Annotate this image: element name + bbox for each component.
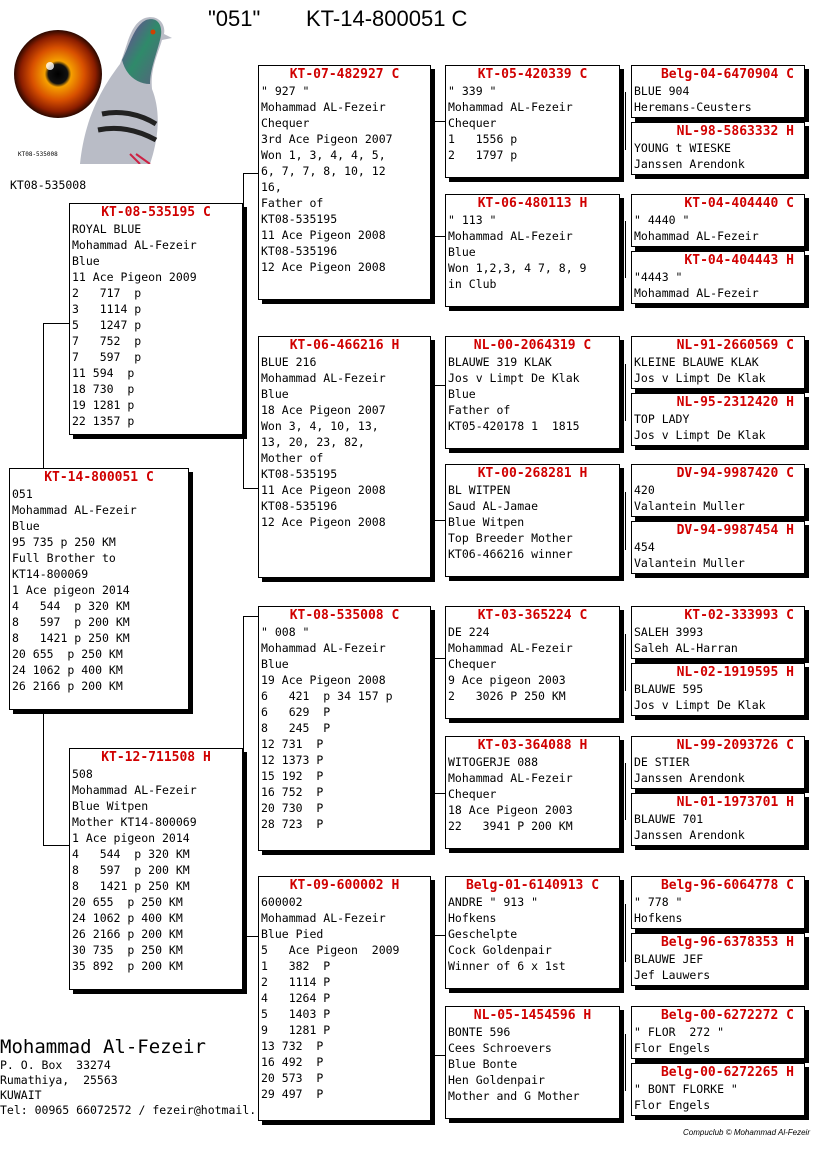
gen4-card[interactable] xyxy=(631,521,805,574)
connector xyxy=(432,520,445,521)
detail-line: Valantein Muller xyxy=(634,556,745,570)
detail-line: Jos v Limpt De Klak xyxy=(634,371,766,385)
ring-number: KT-00-268281 H xyxy=(477,466,588,481)
detail-line: 2 1114 P xyxy=(261,975,331,989)
detail-line: 18 730 p xyxy=(72,382,135,396)
ring-number: NL-91-2660569 C xyxy=(676,338,794,353)
detail-line: Geschelpte xyxy=(448,927,518,941)
detail-line: 5 1403 P xyxy=(261,1007,331,1021)
dam-ring: KT-12-711508 H xyxy=(101,750,211,765)
detail-line: 8 1421 p 250 KM xyxy=(72,879,190,893)
detail-line: 26 2166 p 200 KM xyxy=(12,679,123,693)
detail-line: 22 3941 P 200 KM xyxy=(448,819,573,833)
detail-line: 2 3026 P 250 KM xyxy=(448,689,566,703)
detail-line: 600002 xyxy=(261,895,303,909)
connector xyxy=(625,92,626,150)
detail-line: Blue Witpen xyxy=(448,515,525,529)
connector xyxy=(43,845,70,846)
pigeon-eye-illustration xyxy=(10,14,175,164)
detail-line: 22 1357 p xyxy=(72,414,135,428)
detail-line: KT08-535196 xyxy=(261,244,338,258)
detail-line: 19 Ace Pigeon 2008 xyxy=(261,673,386,687)
detail-line: Heremans-Ceusters xyxy=(634,100,752,114)
connector xyxy=(625,492,626,550)
subject-card[interactable] xyxy=(9,468,189,710)
detail-line: 4 1264 P xyxy=(261,991,331,1005)
detail-line: 20 655 p 250 KM xyxy=(12,647,123,661)
detail-line: KT08-535196 xyxy=(261,499,338,513)
detail-line: KT08-535195 xyxy=(261,212,338,226)
gen3-card[interactable] xyxy=(445,876,620,989)
connector xyxy=(432,121,433,236)
detail-line: Mother of xyxy=(261,451,324,465)
detail-line: YOUNG t WIESKE xyxy=(634,141,731,155)
detail-line: BONTE 596 xyxy=(448,1025,511,1039)
detail-line: 7 752 p xyxy=(72,334,142,348)
detail-line: 35 892 p 200 KM xyxy=(72,959,183,973)
ring-number: DV-94-9987420 C xyxy=(676,466,794,481)
detail-line: 2 717 p xyxy=(72,286,142,300)
detail-line: 20 573 P xyxy=(261,1071,324,1085)
detail-line: " BONT FLORKE " xyxy=(634,1082,738,1096)
photo-ring-text: KT08-535008 xyxy=(18,151,58,158)
owner-country: KUWAIT xyxy=(0,1088,42,1102)
detail-line: Blue xyxy=(12,519,40,533)
ring-number: KT-03-364088 H xyxy=(477,738,588,753)
detail-line: " 4440 " xyxy=(634,213,690,227)
grandsire-maternal-card[interactable] xyxy=(258,606,431,851)
detail-line: Blue xyxy=(261,657,289,671)
detail-line: 15 192 P xyxy=(261,769,324,783)
detail-line: Won 1,2,3, 4 7, 8, 9 xyxy=(448,261,587,275)
detail-line: 13, 20, 23, 82, xyxy=(261,435,365,449)
detail-line: Top Breeder Mother xyxy=(448,531,573,545)
owner-name: Mohammad Al-Fezeir xyxy=(0,1036,206,1058)
detail-line: 13 732 P xyxy=(261,1039,324,1053)
ring-number: KT-02-333993 C xyxy=(684,608,794,623)
detail-line: 29 497 P xyxy=(261,1087,324,1101)
detail-line: Blue xyxy=(261,387,289,401)
connector xyxy=(432,793,445,794)
sire-card[interactable] xyxy=(69,203,243,435)
ring-number: KT-03-365224 C xyxy=(477,608,588,623)
detail-line: Mohammad AL-Fezeir xyxy=(72,783,197,797)
connector xyxy=(432,385,433,520)
detail-line: 16 492 P xyxy=(261,1055,324,1069)
detail-line: Mother and G Mother xyxy=(448,1089,580,1103)
connector xyxy=(432,236,445,237)
owner-phone-email: Tel: 00965 66072572 / fezeir@hotmail. xyxy=(0,1103,257,1117)
detail-line: Mohammad AL-Fezeir xyxy=(448,771,573,785)
detail-line: WITOGERJE 088 xyxy=(448,755,539,769)
detail-line: 24 1062 p 400 KM xyxy=(12,663,123,677)
header-ring-number: KT-14-800051 C xyxy=(306,6,468,31)
detail-line: DE 224 xyxy=(448,625,490,639)
gen4-card[interactable] xyxy=(631,933,805,986)
detail-line: Hofkens xyxy=(448,911,497,925)
connector xyxy=(43,323,70,324)
detail-line: 420 xyxy=(634,483,655,497)
gen4-card[interactable] xyxy=(631,122,805,175)
detail-line: TOP LADY xyxy=(634,412,690,426)
ring-number: NL-02-1919595 H xyxy=(676,665,794,680)
gen4-card[interactable] xyxy=(631,736,805,789)
detail-line: 12 731 P xyxy=(261,737,324,751)
detail-line: Jos v Limpt De Klak xyxy=(634,698,766,712)
detail-line: Winner of 6 x 1st xyxy=(448,959,566,973)
detail-line: 20 730 P xyxy=(261,801,324,815)
owner-address-line: Rumathiya, 25563 xyxy=(0,1073,118,1087)
detail-line: KT14-800069 xyxy=(12,567,89,581)
gen4-card[interactable] xyxy=(631,65,805,118)
gen3-card[interactable] xyxy=(445,194,620,307)
detail-line: Mohammad AL-Fezeir xyxy=(634,286,759,300)
detail-line: 6, 7, 7, 8, 10, 12 xyxy=(261,164,386,178)
detail-line: Won 1, 3, 4, 4, 5, xyxy=(261,148,386,162)
gen4-card[interactable] xyxy=(631,876,805,929)
detail-line: 11 Ace Pigeon 2008 xyxy=(261,228,386,242)
photo-caption: KT08-535008 xyxy=(10,178,87,192)
gen3-card[interactable] xyxy=(445,336,620,449)
detail-line: ROYAL BLUE xyxy=(72,222,142,236)
detail-line: 508 xyxy=(72,767,93,781)
connector xyxy=(243,616,244,936)
detail-line: 19 1281 p xyxy=(72,398,135,412)
detail-line: 3rd Ace Pigeon 2007 xyxy=(261,132,393,146)
detail-line: 3 1114 p xyxy=(72,302,142,316)
detail-line: Mohammad AL-Fezeir xyxy=(72,238,197,252)
ring-number: KT-05-420339 C xyxy=(477,67,588,82)
ring-number: Belg-04-6470904 C xyxy=(660,67,794,82)
detail-line: " 778 " xyxy=(634,895,683,909)
detail-line: 4 544 p 320 KM xyxy=(12,599,130,613)
connector xyxy=(432,658,433,793)
detail-line: Mohammad AL-Fezeir xyxy=(261,100,386,114)
detail-line: 5 Ace Pigeon 2009 xyxy=(261,943,400,957)
detail-line: BLAUWE 701 xyxy=(634,812,704,826)
detail-line: 26 2166 p 200 KM xyxy=(72,927,183,941)
detail-line: BLAUWE 595 xyxy=(634,682,704,696)
connector xyxy=(243,936,258,937)
detail-line: 12 Ace Pigeon 2008 xyxy=(261,515,386,529)
detail-line: Blue xyxy=(72,254,100,268)
detail-line: 9 1281 P xyxy=(261,1023,331,1037)
detail-line: Blue Bonte xyxy=(448,1057,518,1071)
detail-line: Saleh AL-Harran xyxy=(634,641,738,655)
dam-card[interactable] xyxy=(69,748,243,990)
detail-line: " FLOR 272 " xyxy=(634,1025,725,1039)
ring-number: KT-09-600002 H xyxy=(289,878,400,893)
detail-line: 8 597 p 200 KM xyxy=(12,615,130,629)
granddam-maternal-card[interactable] xyxy=(258,876,431,1121)
detail-line: Jos v Limpt De Klak xyxy=(634,428,766,442)
detail-line: 12 Ace Pigeon 2008 xyxy=(261,260,386,274)
header-pigeon-name: "051" xyxy=(208,6,261,31)
detail-line: 11 594 p xyxy=(72,366,135,380)
detail-line: Mohammad AL-Fezeir xyxy=(12,503,137,517)
ring-number: NL-99-2093726 C xyxy=(676,738,794,753)
detail-line: 051 xyxy=(12,487,33,501)
ring-number: DV-94-9987454 H xyxy=(676,523,794,538)
detail-line: " 113 " xyxy=(448,213,497,227)
gen4-card[interactable] xyxy=(631,1006,805,1059)
detail-line: "4443 " xyxy=(634,270,683,284)
detail-line: Full Brother to xyxy=(12,551,116,565)
gen4-card[interactable] xyxy=(631,606,805,659)
ring-number: KT-04-404440 C xyxy=(684,196,794,211)
ring-number: Belg-01-6140913 C xyxy=(465,878,600,893)
subject-ring: KT-14-800051 C xyxy=(44,470,154,485)
gen4-card[interactable] xyxy=(631,1063,805,1116)
detail-line: Blue xyxy=(448,245,476,259)
connector xyxy=(625,763,626,820)
ring-number: KT-06-480113 H xyxy=(477,196,588,211)
detail-line: 7 597 p xyxy=(72,350,142,364)
detail-line: Blue Witpen xyxy=(72,799,149,813)
detail-line: BLAUWE JEF xyxy=(634,952,704,966)
detail-line: Janssen Arendonk xyxy=(634,157,745,171)
gen4-card[interactable] xyxy=(631,793,805,846)
connector xyxy=(243,173,244,488)
connector xyxy=(432,1055,445,1056)
detail-line: 18 Ace Pigeon 2007 xyxy=(261,403,386,417)
detail-line: Mohammad AL-Fezeir xyxy=(448,100,573,114)
detail-line: Won 3, 4, 10, 13, xyxy=(261,419,379,433)
sire-ring: KT-08-535195 C xyxy=(101,205,211,220)
detail-line: 1 382 P xyxy=(261,959,331,973)
detail-line: DE STIER xyxy=(634,755,690,769)
detail-line: 18 Ace Pigeon 2003 xyxy=(448,803,573,817)
detail-line: 28 723 P xyxy=(261,817,324,831)
connector xyxy=(243,616,258,617)
detail-line: 4 544 p 320 KM xyxy=(72,847,190,861)
ring-number: NL-98-5863332 H xyxy=(676,124,794,139)
detail-line: 11 Ace Pigeon 2009 xyxy=(72,270,197,284)
gen4-card[interactable] xyxy=(631,464,805,517)
detail-line: Mohammad AL-Fezeir xyxy=(634,229,759,243)
connector xyxy=(625,221,626,278)
gen3-card[interactable] xyxy=(445,736,620,849)
detail-line: Mohammad AL-Fezeir xyxy=(448,641,573,655)
detail-line: 24 1062 p 400 KM xyxy=(72,911,183,925)
connector xyxy=(432,935,433,1055)
detail-line: Mohammad AL-Fezeir xyxy=(261,371,386,385)
detail-line: Chequer xyxy=(448,787,497,801)
detail-line: Valantein Muller xyxy=(634,499,745,513)
connector xyxy=(432,935,445,936)
ring-number: NL-05-1454596 H xyxy=(473,1008,592,1023)
connector xyxy=(625,364,626,421)
detail-line: KT06-466216 winner xyxy=(448,547,573,561)
detail-line: Janssen Arendonk xyxy=(634,771,745,785)
detail-line: ANDRE " 913 " xyxy=(448,895,539,909)
connector xyxy=(243,488,258,489)
connector xyxy=(625,904,626,962)
ring-number: KT-07-482927 C xyxy=(289,67,400,82)
connector xyxy=(625,1034,626,1091)
pigeon-photo xyxy=(10,14,175,164)
connector xyxy=(432,121,445,122)
subject-details xyxy=(12,486,186,694)
detail-line: KT05-420178 1 1815 xyxy=(448,419,580,433)
detail-line: " 008 " xyxy=(261,625,310,639)
connector xyxy=(43,323,44,468)
owner-address-line: P. O. Box 33274 xyxy=(0,1058,111,1072)
detail-line: Flor Engels xyxy=(634,1098,711,1112)
ring-number: NL-01-1973701 H xyxy=(676,795,794,810)
detail-line: 8 597 p 200 KM xyxy=(72,863,190,877)
gen4-card[interactable] xyxy=(631,393,805,446)
detail-line: SALEH 3993 xyxy=(634,625,704,639)
detail-line: " 927 " xyxy=(261,84,310,98)
detail-line: 1 Ace pigeon 2014 xyxy=(12,583,130,597)
gen3-card[interactable] xyxy=(445,65,620,178)
gen3-card[interactable] xyxy=(445,1006,620,1119)
detail-line: 8 1421 p 250 KM xyxy=(12,631,130,645)
detail-line: Jef Lauwers xyxy=(634,968,711,982)
gen4-card[interactable] xyxy=(631,663,805,716)
gen4-card[interactable] xyxy=(631,194,805,247)
gen3-card[interactable] xyxy=(445,464,620,577)
detail-line: in Club xyxy=(448,277,497,291)
detail-line: 454 xyxy=(634,540,655,554)
owner-contact-block xyxy=(0,1036,256,1118)
connector xyxy=(243,173,258,174)
detail-line: Cees Schroevers xyxy=(448,1041,552,1055)
detail-line: BL WITPEN xyxy=(448,483,511,497)
grandsire-paternal-card[interactable] xyxy=(258,65,431,300)
detail-line: Flor Engels xyxy=(634,1041,711,1055)
ring-number: Belg-96-6378353 H xyxy=(660,935,794,950)
detail-line: Janssen Arendonk xyxy=(634,828,745,842)
ring-number: KT-08-535008 C xyxy=(289,608,400,623)
detail-line: BLUE 216 xyxy=(261,355,317,369)
connector xyxy=(432,385,445,386)
detail-line: Mohammad AL-Fezeir xyxy=(261,641,386,655)
connector xyxy=(43,710,44,845)
connector xyxy=(625,634,626,691)
detail-line: BLUE 904 xyxy=(634,84,690,98)
detail-line: Saud AL-Jamae xyxy=(448,499,539,513)
gen4-card[interactable] xyxy=(631,336,805,389)
detail-line: Chequer xyxy=(448,657,497,671)
detail-line: " 339 " xyxy=(448,84,497,98)
ring-number: NL-00-2064319 C xyxy=(473,338,592,353)
detail-line: 16, xyxy=(261,180,282,194)
detail-line: KLEINE BLAUWE KLAK xyxy=(634,355,759,369)
detail-line: 2 1797 p xyxy=(448,148,518,162)
detail-line: 5 1247 p xyxy=(72,318,142,332)
detail-line: Father of xyxy=(448,403,511,417)
detail-line: Chequer xyxy=(261,116,310,130)
detail-line: Jos v Limpt De Klak xyxy=(448,371,580,385)
detail-line: Cock Goldenpair xyxy=(448,943,552,957)
detail-line: 6 629 P xyxy=(261,705,331,719)
ring-number: NL-95-2312420 H xyxy=(676,395,794,410)
detail-line: Mohammad AL-Fezeir xyxy=(448,229,573,243)
detail-line: 1 Ace pigeon 2014 xyxy=(72,831,190,845)
detail-line: Hofkens xyxy=(634,911,683,925)
detail-line: 8 245 P xyxy=(261,721,331,735)
ring-number: Belg-96-6064778 C xyxy=(660,878,794,893)
detail-line: Blue Pied xyxy=(261,927,324,941)
detail-line: 9 Ace pigeon 2003 xyxy=(448,673,566,687)
gen3-card[interactable] xyxy=(445,606,620,719)
detail-line: KT08-535195 xyxy=(261,467,338,481)
detail-line: Father of xyxy=(261,196,324,210)
detail-line: Mother KT14-800069 xyxy=(72,815,197,829)
detail-line: Chequer xyxy=(448,116,497,130)
detail-line: 30 735 p 250 KM xyxy=(72,943,183,957)
detail-line: 95 735 p 250 KM xyxy=(12,535,116,549)
detail-line: 6 421 p 34 157 p xyxy=(261,689,393,703)
detail-line: 20 655 p 250 KM xyxy=(72,895,183,909)
granddam-paternal-card[interactable] xyxy=(258,336,431,578)
detail-line: Hen Goldenpair xyxy=(448,1073,545,1087)
ring-number: KT-06-466216 H xyxy=(289,338,400,353)
gen4-card[interactable] xyxy=(631,251,805,304)
detail-line: 11 Ace Pigeon 2008 xyxy=(261,483,386,497)
detail-line: Blue xyxy=(448,387,476,401)
ring-number: KT-04-404443 H xyxy=(684,253,794,268)
detail-line: Mohammad AL-Fezeir xyxy=(261,911,386,925)
footer-credit: Compuclub © Mohammad Al-Fezeir xyxy=(683,1128,810,1137)
detail-line: BLAUWE 319 KLAK xyxy=(448,355,552,369)
detail-line: 12 1373 P xyxy=(261,753,324,767)
detail-line: 16 752 P xyxy=(261,785,324,799)
detail-line: 1 1556 p xyxy=(448,132,518,146)
ring-number: Belg-00-6272265 H xyxy=(660,1065,794,1080)
ring-number: Belg-00-6272272 C xyxy=(660,1008,794,1023)
connector xyxy=(432,658,445,659)
